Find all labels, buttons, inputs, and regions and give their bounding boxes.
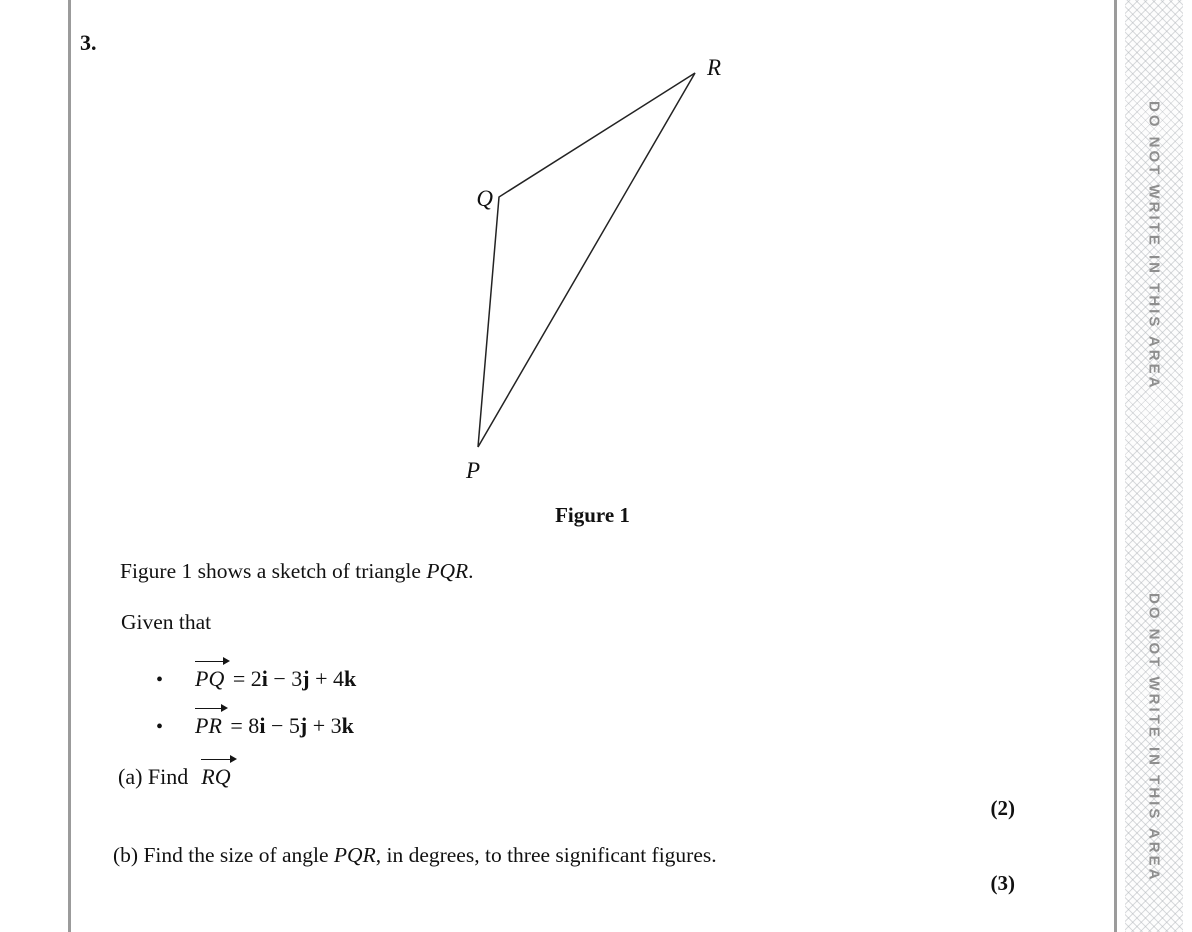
intro-triangle-name: PQR — [426, 559, 469, 583]
page-border-right — [1114, 0, 1117, 932]
intro-sentence — [120, 559, 473, 584]
figure-caption: Figure 1 — [555, 503, 630, 527]
part-a-text: (a) Find — [118, 764, 189, 789]
intro-suffix: . — [468, 559, 474, 583]
intro-prefix: Figure 1 shows a sketch of triangle — [120, 559, 427, 583]
pr-k: k — [341, 713, 354, 738]
page-border-left — [68, 0, 71, 932]
vertex-label-q: Q — [476, 186, 493, 211]
part-b-prefix: (b) Find the size of angle — [113, 843, 334, 867]
do-not-write-text-top: DO NOT WRITE IN THIS AREA — [1145, 101, 1163, 391]
vector-pr: PR — [194, 713, 225, 739]
pr-i: i — [259, 713, 266, 738]
part-b-angle-name: PQR — [333, 843, 376, 867]
bullet-icon: • — [156, 716, 164, 738]
question-number: 3. — [80, 30, 97, 55]
pr-op1: − 5 — [265, 713, 300, 738]
part-a-question — [118, 764, 234, 790]
vertex-label-p: P — [465, 458, 481, 483]
vector-pq: PQ — [194, 666, 227, 692]
given-vector-pr — [156, 713, 354, 739]
vertex-label-r: R — [707, 55, 722, 80]
pq-k: k — [344, 666, 357, 691]
given-that-label: Given that — [121, 610, 212, 634]
part-b-marks: (3) — [990, 871, 1015, 895]
pq-op2: + 4 — [309, 666, 345, 691]
vector-rq: RQ — [200, 764, 233, 790]
pr-eq: = 8 — [224, 713, 260, 738]
pr-op2: + 3 — [307, 713, 342, 738]
pq-eq: = 2 — [227, 666, 262, 691]
pr-j: j — [299, 713, 308, 738]
do-not-write-margin — [1125, 0, 1183, 932]
part-a-marks: (2) — [990, 796, 1015, 820]
part-b-suffix: , in degrees, to three significant figures. — [375, 843, 717, 867]
pq-i: i — [261, 666, 268, 691]
pq-j: j — [302, 666, 310, 691]
pq-op1: − 3 — [267, 666, 303, 691]
bullet-icon: • — [156, 669, 164, 691]
triangle-figure — [420, 30, 740, 490]
given-vector-pq — [156, 666, 356, 692]
triangle-outline — [478, 73, 695, 447]
do-not-write-text-bottom: DO NOT WRITE IN THIS AREA — [1145, 593, 1163, 883]
part-b-question — [113, 843, 717, 868]
